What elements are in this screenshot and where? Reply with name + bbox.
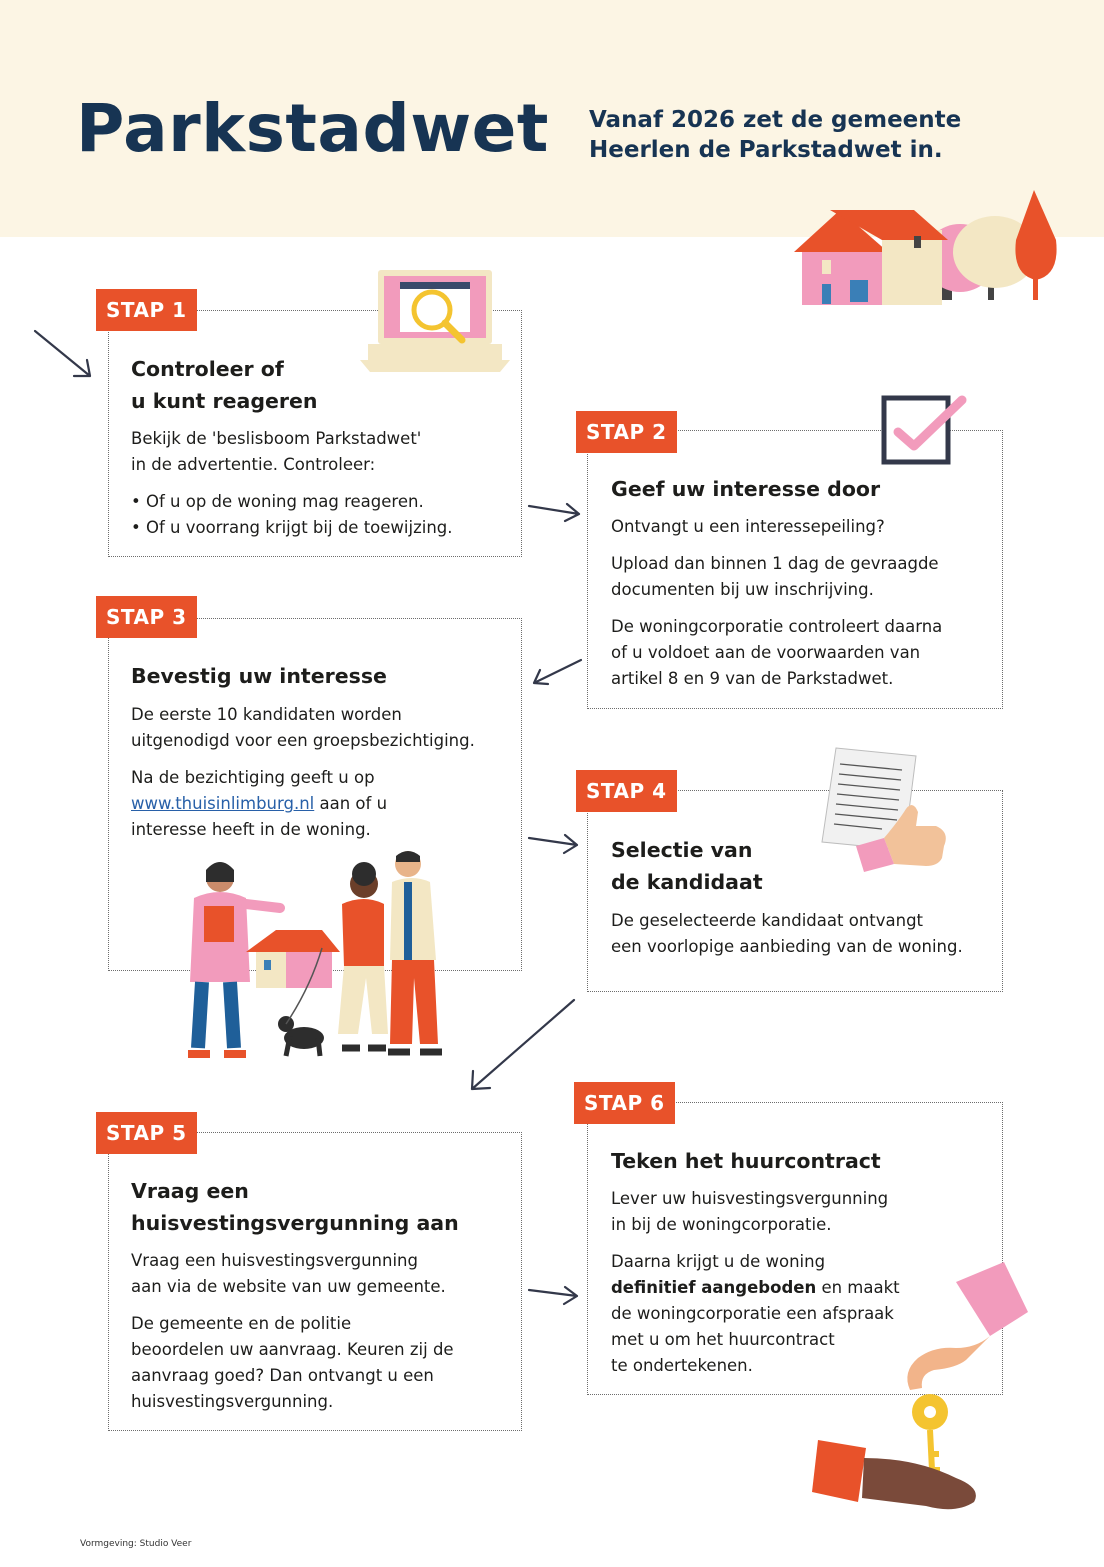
step-3-link-line xyxy=(131,791,387,817)
step-5-text: aan via de website van uw gemeente. xyxy=(131,1277,446,1296)
checkbox-icon xyxy=(880,392,970,468)
step-5-title xyxy=(131,1175,459,1239)
title-line: huisvestingsvergunning aan xyxy=(131,1211,459,1235)
step-4-text: een voorlopige aanbieding van de woning. xyxy=(611,937,963,956)
laptop-search-icon xyxy=(360,268,510,374)
step-3-text: Na de bezichtiging geeft u op xyxy=(131,768,375,787)
link-suffix: aan of u xyxy=(314,794,388,813)
arrow-to-step-6 xyxy=(527,1284,581,1308)
step-2-text: documenten bij uw inschrijving. xyxy=(611,580,874,599)
intro-text xyxy=(589,105,961,165)
step-5-badge: STAP 5 xyxy=(96,1112,197,1154)
document-thumbs-up-icon xyxy=(818,746,952,874)
arrow-to-step-4 xyxy=(527,832,581,856)
step-2-text: Ontvangt u een interessepeiling? xyxy=(611,517,885,536)
step-2-title xyxy=(611,473,880,505)
arrow-to-step-3 xyxy=(530,656,584,688)
step-1-title xyxy=(131,353,318,417)
step-6-text: de woningcorporatie een afspraak xyxy=(611,1304,894,1323)
step-5-text: Vraag een huisvestingsvergunning xyxy=(131,1251,418,1270)
step-3-text: interesse heeft in de woning. xyxy=(131,820,371,839)
step-4-text: De geselecteerde kandidaat ontvangt xyxy=(611,911,924,930)
step-3-text: uitgenodigd voor een groepsbezichtiging. xyxy=(131,731,475,750)
step-1-badge: STAP 1 xyxy=(96,289,197,331)
arrow-to-step-2 xyxy=(527,500,583,524)
step-6-text: Daarna krijgt u de woning xyxy=(611,1252,826,1271)
arrow-to-step-5 xyxy=(466,996,578,1094)
intro-line: Vanaf 2026 zet de gemeente xyxy=(589,107,962,133)
step-4-badge: STAP 4 xyxy=(576,770,677,812)
step-5-text: De gemeente en de politie xyxy=(131,1314,352,1333)
title-line: u kunt reageren xyxy=(131,389,318,413)
title-line: Controleer of xyxy=(131,357,284,381)
page-title: Parkstadwet xyxy=(76,90,549,167)
step-1-text: Bekijk de 'beslisboom Parkstadwet' xyxy=(131,429,422,448)
people-house-dog-illustration xyxy=(180,848,450,1070)
step-4-title xyxy=(611,834,763,898)
thuisinlimburg-link[interactable]: www.thuisinlimburg.nl xyxy=(131,794,315,813)
arrow-to-step-1 xyxy=(32,328,96,382)
step-6-title xyxy=(611,1145,881,1177)
title-line: Teken het huurcontract xyxy=(611,1149,881,1173)
title-line: Selectie van xyxy=(611,838,753,862)
step-5-text: aanvraag goed? Dan ontvangt u een xyxy=(131,1366,434,1385)
step-3-title xyxy=(131,660,387,692)
step-6-text: Lever uw huisvestingsvergunning xyxy=(611,1189,889,1208)
step-5-text: beoordelen uw aanvraag. Keuren zij de xyxy=(131,1340,454,1359)
step-2-text: artikel 8 en 9 van de Parkstadwet. xyxy=(611,669,894,688)
title-line: Bevestig uw interesse xyxy=(131,664,387,688)
houses-trees-illustration xyxy=(790,180,1070,310)
step-6-text: te ondertekenen. xyxy=(611,1356,753,1375)
intro-line: Heerlen de Parkstadwet in. xyxy=(589,137,943,163)
bold-suffix: en maakt xyxy=(816,1278,900,1297)
step-6-badge: STAP 6 xyxy=(574,1082,675,1124)
title-line: Vraag een xyxy=(131,1179,249,1203)
step-1-text: in de advertentie. Controleer: xyxy=(131,455,376,474)
step-2-text: Upload dan binnen 1 dag de gevraagde xyxy=(611,554,939,573)
step-5-text: huisvestingsvergunning. xyxy=(131,1392,334,1411)
step-2-badge: STAP 2 xyxy=(576,411,677,453)
design-credit: Vormgeving: Studio Veer xyxy=(80,1539,192,1549)
step-3-badge: STAP 3 xyxy=(96,596,197,638)
step-1-bullet: • Of u voorrang krijgt bij de toewijzing. xyxy=(131,518,453,537)
step-6-text: met u om het huurcontract xyxy=(611,1330,835,1349)
step-2-text: of u voldoet aan de voorwaarden van xyxy=(611,643,921,662)
step-6-text: in bij de woningcorporatie. xyxy=(611,1215,832,1234)
key-handover-illustration xyxy=(806,1262,1036,1520)
title-line: Geef uw interesse door xyxy=(611,477,881,501)
bold-phrase: definitief aangeboden xyxy=(611,1278,817,1297)
step-3-text: De eerste 10 kandidaten worden xyxy=(131,705,402,724)
title-line: de kandidaat xyxy=(611,870,763,894)
step-1-bullet: • Of u op de woning mag reageren. xyxy=(131,492,424,511)
step-2-text: De woningcorporatie controleert daarna xyxy=(611,617,943,636)
